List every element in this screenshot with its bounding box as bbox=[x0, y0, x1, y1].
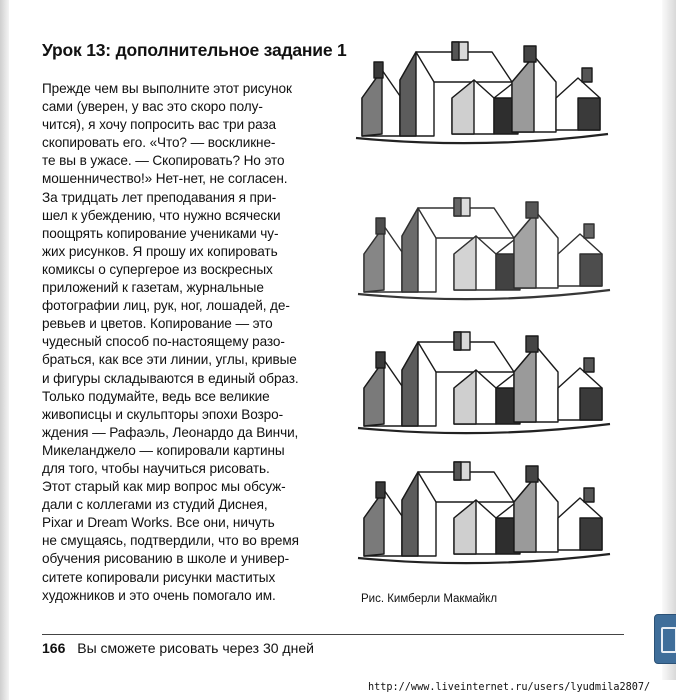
body-line: для того, чтобы научиться рисовать. bbox=[42, 460, 270, 476]
bookmark-icon bbox=[661, 627, 676, 653]
body-line: скопировать его. «Что? — воскликне- bbox=[42, 135, 276, 151]
watermark-url: http://www.liveinternet.ru/users/lyudmila2807/ bbox=[368, 682, 651, 693]
footer bbox=[42, 640, 314, 656]
figure-caption: Рис. Кимберли Макмайкл bbox=[361, 593, 498, 605]
body-line: За тридцать лет преподавания я при- bbox=[42, 189, 277, 205]
body-line: живописцы и скульпторы эпохи Возро- bbox=[42, 406, 284, 422]
body-line: Прежде чем вы выполните этот рисунок bbox=[42, 81, 292, 96]
body-line: ждения — Рафаэль, Леонардо да Винчи, bbox=[42, 424, 299, 440]
body-line: поощрять копирование учениками чу- bbox=[42, 225, 279, 241]
body-line: дали с коллегами из студий Диснея, bbox=[42, 497, 268, 513]
house-sketch-2 bbox=[358, 198, 610, 299]
body-line: комиксы о супергерое из воскресных bbox=[42, 261, 273, 277]
body-line: сами (уверен, у вас это скоро полу- bbox=[42, 99, 263, 115]
body-line: и фигуры складываются в единый образ. bbox=[42, 370, 299, 386]
body-line: ситете копировали рисунки маститых bbox=[42, 569, 276, 585]
side-bookmark-tab[interactable] bbox=[654, 614, 676, 664]
page-number: 166 bbox=[42, 640, 66, 656]
body-line: не смущаясь, подтвердили, что во время bbox=[42, 533, 299, 549]
running-title: Вы сможете рисовать через 30 дней bbox=[77, 640, 314, 656]
houses-illustration bbox=[352, 38, 622, 578]
body-line: Микеланджело — копировали картины bbox=[42, 442, 285, 458]
page-edge bbox=[0, 0, 9, 700]
body-line: шел к убеждению, что нужно всячески bbox=[42, 207, 281, 223]
body-line: обучения рисованию в школе и универ- bbox=[42, 551, 290, 567]
house-sketch-3 bbox=[358, 332, 610, 433]
lesson-title: Урок 13: дополнительное задание 1 bbox=[42, 40, 347, 60]
body-line: художников и это очень помогало им. bbox=[42, 587, 276, 603]
body-line: браться, как все эти линии, углы, кривые bbox=[42, 352, 297, 368]
body-line: мошенничество!» Нет-нет, не согласен. bbox=[42, 171, 288, 187]
body-line: приложений к газетам, журнальные bbox=[42, 280, 264, 296]
body-line: Только подумайте, ведь все великие bbox=[42, 388, 270, 404]
body-line: Этот старый как мир вопрос мы обсуж- bbox=[42, 479, 286, 495]
body-line: чится), я хочу попросить вас три раза bbox=[42, 117, 276, 133]
body-line: те вы в ужасе. — Скопировать? Но это bbox=[42, 153, 285, 169]
body-line: Pixar и Dream Works. Все они, ничуть bbox=[42, 515, 275, 531]
body-line: ревьев и цветов. Копирование — это bbox=[42, 316, 273, 332]
page-right-edge bbox=[662, 0, 676, 680]
body-line: жих рисунков. Я прошу их копировать bbox=[42, 243, 278, 259]
footer-rule bbox=[42, 634, 624, 635]
body-line: фотографии лиц, рук, ног, лошадей, де- bbox=[42, 298, 290, 314]
body-text bbox=[42, 80, 347, 605]
house-sketch-1 bbox=[356, 42, 608, 143]
body-line: чудесный способ по-настоящему разо- bbox=[42, 334, 285, 350]
house-sketch-4 bbox=[358, 462, 610, 563]
